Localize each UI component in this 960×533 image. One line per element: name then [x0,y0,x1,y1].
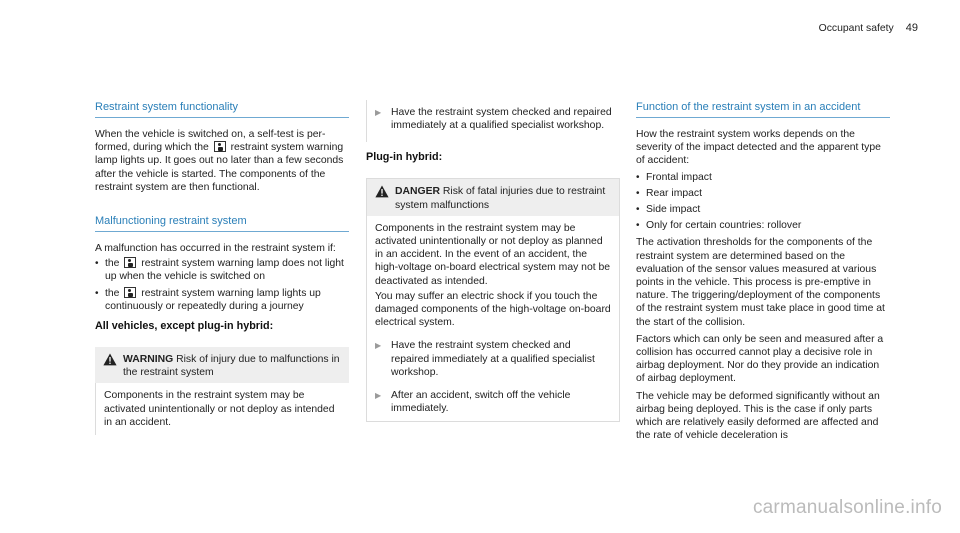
action-continuation [366,100,620,142]
subheading-plug-in-hybrid: Plug-in hybrid: [366,151,443,164]
accident-intro: How the restraint system works depends on the severity of the impact detected and the apparent type of accident: [636,129,881,167]
arrow-right-icon: ▶ [375,391,382,401]
list-item: • Only for certain countries: rollover [636,220,802,232]
paragraph: The activation thresholds for the components of the restraint system are determined based on the evaluation of the sensor values measured at various points in the vehicle. This process is pre-emptive in nature. The triggering/deployment of the components of the restraint system must take place in good time at the start of the collision. [636,237,885,328]
restraint-warning-lamp-icon [124,257,136,268]
action-item: ▶ After an accident, switch off the vehicle immediately. [375,390,571,415]
bullet-icon: • [636,187,640,199]
page-number: 49 [905,22,918,34]
column-middle [366,100,620,422]
page-header [819,22,918,34]
danger-box [366,178,620,422]
paragraph: Factors which can only be seen and measured after a collision has occurred cannot play a decisive role in airbag deployment. Nor do they provide an indication of airbag deployment. [636,333,884,385]
warning-title: Risk of injury due to malfunctions in the restraint system [123,354,340,379]
malfunction-intro: A malfunction has occurred in the restraint system if: [95,243,336,255]
bullet-icon: • [95,287,99,299]
action-item: ▶ Have the restraint system checked and repaired immediately at a qualified specialist workshop. [375,107,612,132]
column-left [95,100,349,435]
arrow-right-icon: ▶ [375,108,382,117]
restraint-warning-lamp-icon [214,141,226,152]
column-right [636,100,890,442]
warning-triangle-icon [103,353,123,366]
subheading-all-vehicles: All vehicles, except plug-in hybrid: [95,320,274,333]
list-item: • the restraint system warning lamp lights up continuously or repeatedly during a journey [95,287,321,312]
danger-header [367,179,619,215]
warning-body: Components in the restraint system may be activated unintentionally or not deploy as intended in an accident. [95,383,349,435]
danger-body: Components in the restraint system may be activated unintentionally or not deploy as planned in an accident. In the event of an accident, the high-voltage on-board electrical system may not be deactivated as intended. You may suffer an electric shock if you touch the damaged components of the high-voltage on-board electrical system. ▶ Have the restraint system checked and repaired immediately at a qualified specialist workshop. ▶ After an accident, switch off the vehicle immediately. [367,216,619,422]
arrow-right-icon: ▶ [375,341,382,351]
list-item: • Side impact [636,204,701,216]
heading-functionality: Restraint system functionality [95,100,349,118]
heading-malfunctioning: Malfunctioning restraint system [95,214,349,232]
bullet-icon: • [95,258,99,270]
bullet-icon: • [636,171,640,183]
functionality-text: When the vehicle is switched on, a self-test is performed, during which the restraint system warning lamp lights up. It goes out no later than a few seconds after the vehicle is started. The components of the restraint system are then functional. [95,129,344,193]
warning-box [95,347,349,435]
section-title: Occupant safety [818,23,894,34]
warning-header [95,347,349,383]
warning-triangle-icon [375,185,395,198]
bullet-icon: • [636,220,640,232]
action-item: ▶ Have the restraint system checked and repaired immediately at a qualified specialist workshop. [375,340,595,378]
warning-label: WARNING [123,354,174,366]
heading-function-in-accident: Function of the restraint system in an accident [636,100,890,118]
paragraph: The vehicle may be deformed significantly without an airbag being deployed. This is the case if only parts which are relatively easily deformed are affected and the rate of vehicle deceleration is [636,390,880,442]
danger-title: Risk of fatal injuries due to restraint system malfunctions [395,186,606,211]
watermark: carmanualsonline.info [752,497,942,518]
list-item: • Rear impact [636,187,703,199]
danger-label: DANGER [395,186,441,198]
list-item: • Frontal impact [636,171,712,183]
list-item: • the restraint system warning lamp does not light up when the vehicle is switched on [95,258,344,283]
bullet-icon: • [636,204,640,216]
restraint-warning-lamp-icon [124,287,136,298]
